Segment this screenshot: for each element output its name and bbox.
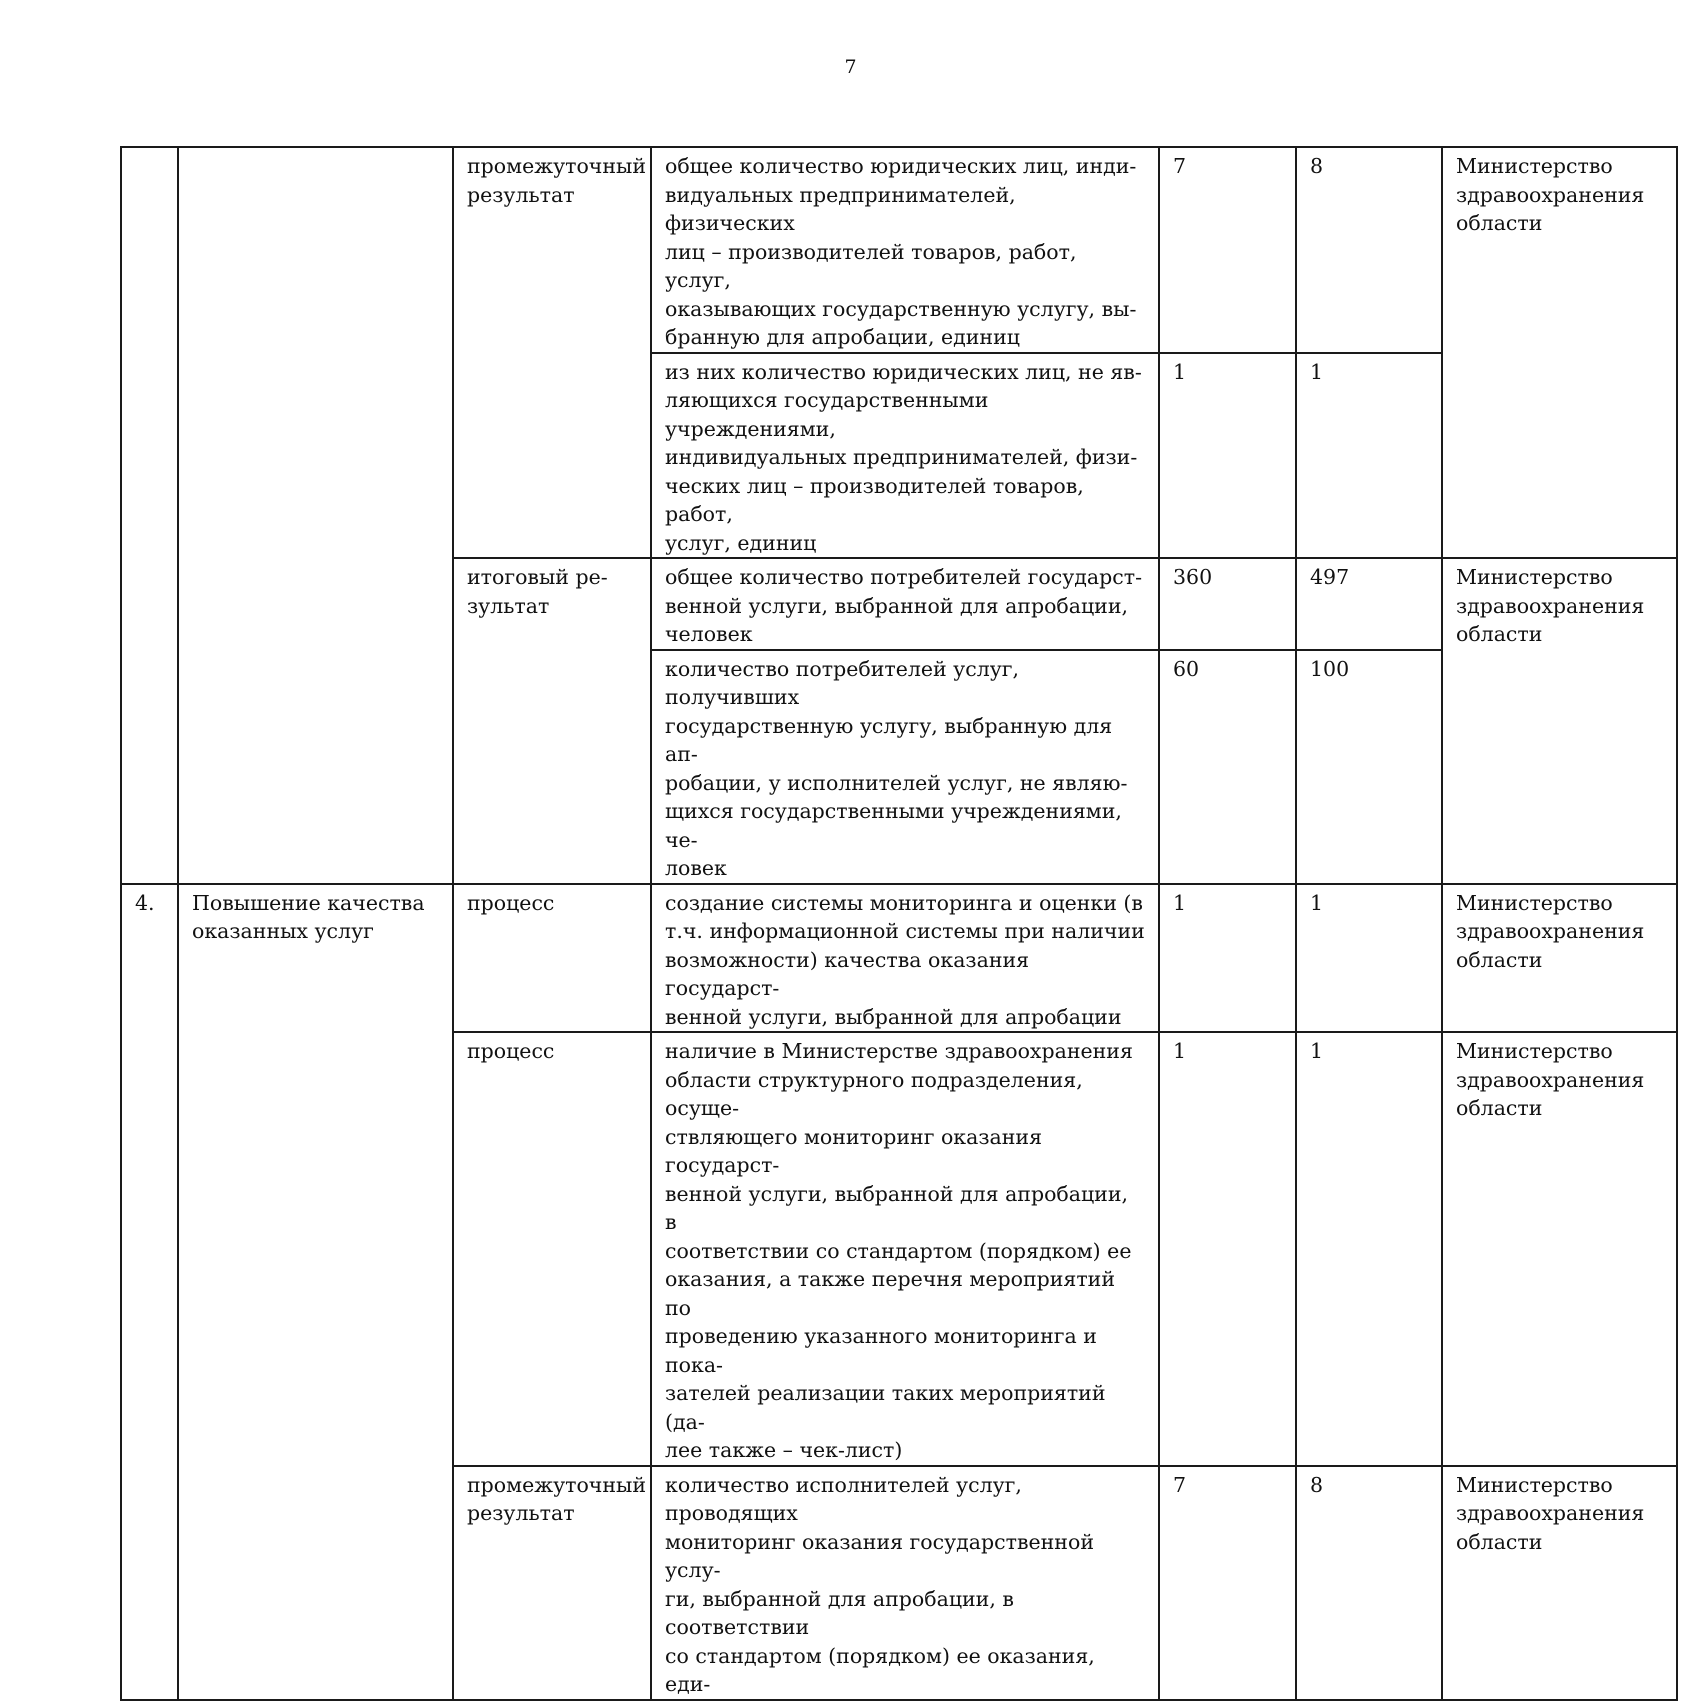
page-number: 7	[844, 56, 857, 78]
row-number-cell: 4.	[121, 884, 178, 1700]
indicator-type-cell: промежуточный результат	[453, 1466, 651, 1700]
indicator-type-cell: процесс	[453, 1032, 651, 1466]
value-2-cell: 8	[1296, 147, 1442, 353]
indicator-description: общее количество потребителей государст- венной услуги, выбранной для апробации, человек	[651, 558, 1159, 650]
indicator-description: наличие в Министерстве здравоохранения области структурного подразделения, осуще- ствляющего мониторинг оказания государст- венной услуги, выбранной для апробации, в соответствии со стандартом (порядком) ее оказания, а также перечня мероприятий по проведению указанного мониторинга и пока- зателей реализации таких мероприятий (да- лее также – чек-лист)	[651, 1032, 1159, 1466]
responsible-cell: Министерство здравоохранения области	[1442, 884, 1677, 1033]
responsible-cell: Министерство здравоохранения области	[1442, 558, 1677, 884]
indicator-description: количество потребителей услуг, получивших государственную услугу, выбранную для ап- робации, у исполнителей услуг, не являю- щихся государственными учреждениями, че- ловек	[651, 650, 1159, 884]
value-1-cell: 60	[1159, 650, 1296, 884]
value-2-cell: 1	[1296, 884, 1442, 1033]
indicator-description: общее количество юридических лиц, инди- видуальных предпринимателей, физических лиц – производителей товаров, работ, услуг, оказывающих государственную услугу, вы- бранную для апробации, единиц	[651, 147, 1159, 353]
value-2-cell: 8	[1296, 1466, 1442, 1700]
responsible-cell: Министерство здравоохранения области	[1442, 1466, 1677, 1700]
value-1-cell: 1	[1159, 353, 1296, 559]
value-1-cell: 360	[1159, 558, 1296, 650]
table-row	[121, 884, 1677, 1033]
row-number-cell	[121, 147, 178, 884]
indicator-description: создание системы мониторинга и оценки (в т.ч. информационной системы при наличии возможности) качества оказания государст- венной услуги, выбранной для апробации	[651, 884, 1159, 1033]
value-1-cell: 1	[1159, 1032, 1296, 1466]
value-2-cell: 497	[1296, 558, 1442, 650]
indicator-type-cell: промежуточный результат	[453, 147, 651, 558]
value-1-cell: 1	[1159, 884, 1296, 1033]
value-2-cell: 1	[1296, 1032, 1442, 1466]
responsible-cell: Министерство здравоохранения области	[1442, 1032, 1677, 1466]
task-cell: Повышение качества оказанных услуг	[178, 884, 453, 1700]
value-2-cell: 1	[1296, 353, 1442, 559]
indicator-type-cell: итоговый ре- зультат	[453, 558, 651, 884]
table-row	[121, 147, 1677, 353]
task-cell	[178, 147, 453, 884]
value-1-cell: 7	[1159, 1466, 1296, 1700]
value-2-cell: 100	[1296, 650, 1442, 884]
responsible-cell: Министерство здравоохранения области	[1442, 147, 1677, 558]
indicator-description: количество исполнителей услуг, проводящих мониторинг оказания государственной услу- ги, выбранной для апробации, в соответствии со стандартом (порядком) ее оказания, еди-	[651, 1466, 1159, 1700]
indicator-type-cell: процесс	[453, 884, 651, 1033]
value-1-cell: 7	[1159, 147, 1296, 353]
indicators-table	[120, 146, 1678, 1701]
indicator-description: из них количество юридических лиц, не яв- ляющихся государственными учреждениями, индивидуальных предпринимателей, физи- ческих лиц – производителей товаров, работ, услуг, единиц	[651, 353, 1159, 559]
